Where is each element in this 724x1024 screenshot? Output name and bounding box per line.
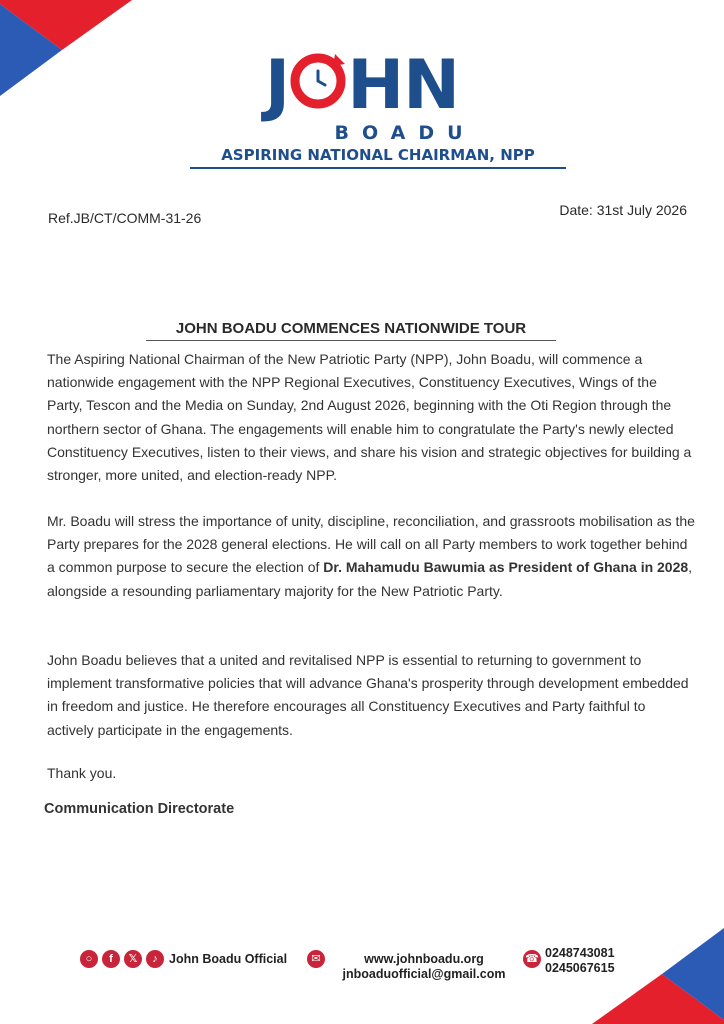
paragraph-3: John Boadu believes that a united and revitalised NPP is essential to returning to government to implement transformative policies that will advance Ghana's prosperity through development embedded in freedom and justice. He therefore encourages all Constituency Executives and Party faithful to actively participate in the engagements.: [47, 652, 689, 738]
paragraph-2-text-end: , alongside a resounding parliamentary majority for the New Patriotic Party.: [47, 559, 693, 599]
logo-letter-j: J: [264, 46, 290, 125]
mail-icon: ✉: [307, 950, 325, 968]
clock-icon: [289, 52, 347, 110]
instagram-icon[interactable]: ○: [80, 950, 98, 968]
facebook-icon[interactable]: f: [102, 950, 120, 968]
footer-social: [80, 950, 287, 990]
logo-wordmark: [0, 46, 724, 125]
headline: JOHN BOADU COMMENCES NATIONWIDE TOUR: [146, 320, 556, 341]
signature: Communication Directorate: [44, 801, 235, 817]
website-link[interactable]: www.johnboadu.org: [364, 952, 484, 966]
phone-number-1[interactable]: 0248743081: [545, 946, 615, 960]
tiktok-icon[interactable]: ♪: [146, 950, 164, 968]
paragraph-2-emphasis: Dr. Mahamudu Bawumia as President of Ghana in 2028: [323, 559, 689, 576]
logo-letters-hn: HN: [347, 46, 460, 125]
social-handle: John Boadu Official: [169, 952, 288, 966]
paragraph-1: The Aspiring National Chairman of the New Patriotic Party (NPP), John Boadu, will commence a nationwide engagement with the NPP Regional Executives, Constituency Executives, Wings of the Party, Tescon and the Media on Sunday, 2nd August 2026, beginning with the Oti Region through the northern sector of Ghana. The engagements will enable him to congratulate the Party's newly elected Constituency Executives, listen to their views, and share his vision and strategic objectives for building a stronger, more united, and election-ready NPP.: [47, 351, 692, 484]
logo-surname: BOADU: [334, 122, 476, 144]
x-icon[interactable]: 𝕏: [124, 950, 142, 968]
paragraph-2-text: Mr. Boadu will stress the importance of unity, discipline, reconciliation, and grassroots mobilisation as the Party prepares for the 2028 general elections. He will call on all Party members to work together behind a common purpose to secure the election of: [47, 513, 695, 576]
phone-number-2[interactable]: 0245067615: [545, 961, 615, 975]
logo-tagline: ASPIRING NATIONAL CHAIRMAN, NPP: [190, 146, 566, 169]
paragraph-2: [47, 510, 695, 603]
closing: Thank you.: [47, 765, 117, 781]
email-link[interactable]: jnboaduofficial@gmail.com: [342, 967, 506, 981]
letter-date: Date: 31st July 2026: [559, 202, 687, 218]
reference-number: Ref.JB/CT/COMM-31-26: [48, 210, 202, 226]
phone-icon: ☎: [523, 950, 541, 968]
